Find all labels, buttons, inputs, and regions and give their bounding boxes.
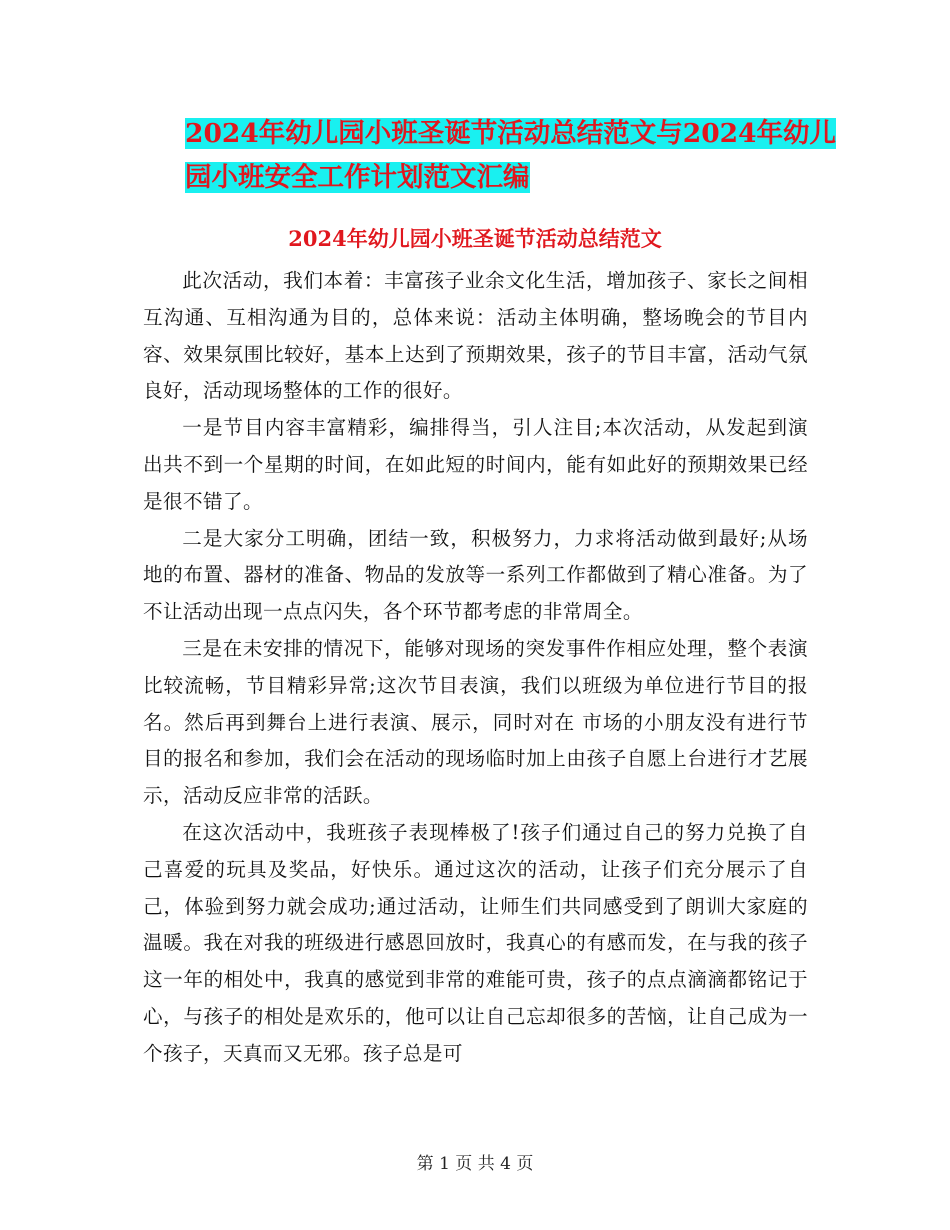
paragraph-4: 三是在未安排的情况下，能够对现场的突发事件作相应处理，整个表演比较流畅，节目精彩异常;这次节目表演，我们以班级为单位进行节目的报名。然后再到舞台上进行表演、展示，同时对在 市场的小朋友没有进行节目的报名和参加，我们会在活动的现场临时加上由孩子自愿上台进行才艺展示，活动反应非常的活跃。 — [143, 636, 808, 808]
document-title-text-1: 2024年幼儿园小班圣诞节活动总结范文与2024年幼儿 — [185, 118, 837, 149]
document-title — [185, 112, 837, 200]
paragraph-2: 一是节目内容丰富精彩，编排得当，引人注目;本次活动，从发起到演出共不到一个星期的时间，在如此短的时间内，能有如此好的预期效果已经是很不错了。 — [143, 416, 808, 513]
document-title-text-2: 园小班安全工作计划范文汇编 — [185, 162, 530, 193]
paragraph-1: 此次活动，我们本着：丰富孩子业余文化生活，增加孩子、家长之间相互沟通、互相沟通为目的，总体来说：活动主体明确，整场晚会的节目内容、效果氛围比较好，基本上达到了预期效果，孩子的节目丰富，活动气氛良好，活动现场整体的工作的很好。 — [143, 269, 808, 403]
document-title-line-2 — [185, 156, 825, 200]
paragraph-3: 二是大家分工明确，团结一致，积极努力，力求将活动做到最好;从场地的布置、器材的准备、物品的发放等一系列工作都做到了精心准备。为了不让活动出现一点点闪失，各个环节都考虑的非常周全。 — [143, 526, 808, 624]
paragraph-5: 在这次活动中，我班孩子表现棒极了!孩子们通过自己的努力兑换了自己喜爱的玩具及奖品，好快乐。通过这次的活动，让孩子们充分展示了自己，体验到努力就会成功;通过活动，让师生们共同感受到了朗训大家庭的温暖。我在对我的班级进行感恩回放时，我真心的有感而发，在与我的孩子这一年的相处中，我真的感觉到非常的难能可贵，孩子的点点滴滴都铭记于心，与孩子的相处是欢乐的，他可以让自己忘却很多的苦恼，让自己成为一个孩子，天真而又无邪。孩子总是可 — [143, 820, 808, 1065]
page-number-footer: 第 1 页 共 4 页 — [416, 1154, 534, 1174]
section-title: 2024年幼儿园小班圣诞节活动总结范文 — [288, 226, 662, 251]
document-title-line-1 — [185, 112, 837, 156]
document-body — [143, 263, 808, 1073]
